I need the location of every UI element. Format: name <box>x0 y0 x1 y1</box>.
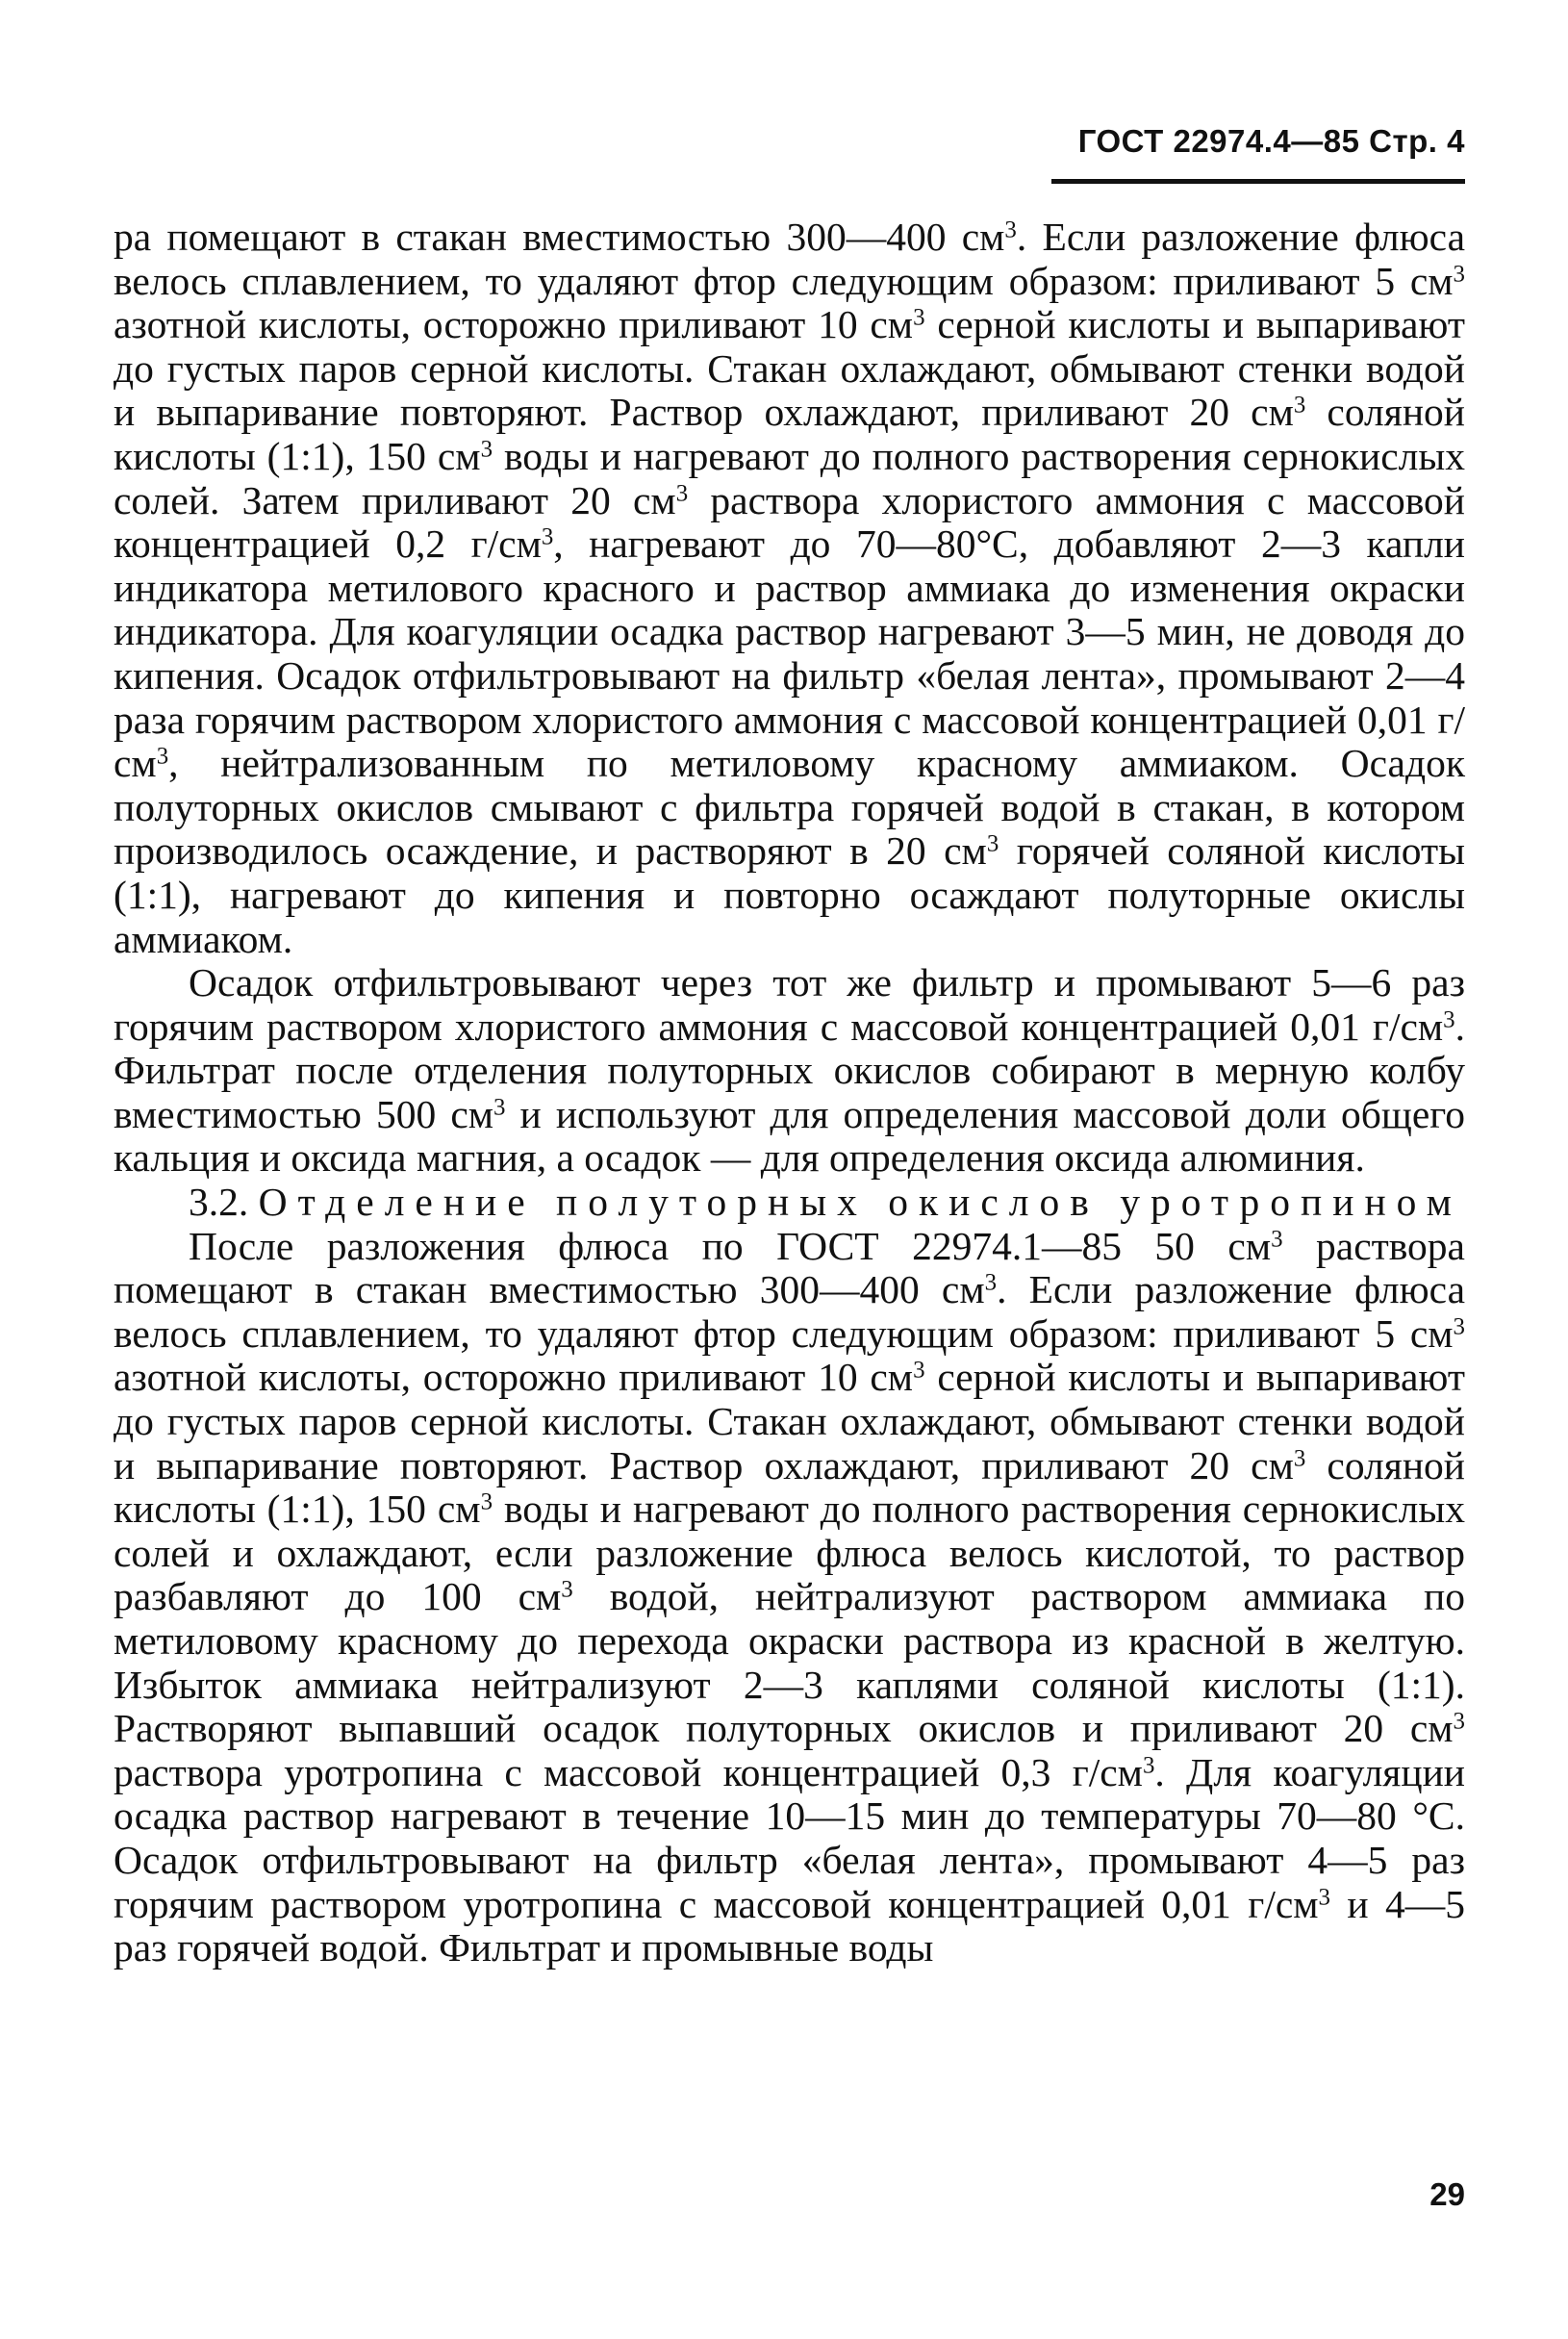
paragraph-urotropin: После разложения флюса по ГОСТ 22974.1—85 50 $см^3$ раствора помещают в стакан вместимостью 300—400 $см^3$. Если разложение флюса велось сплавлением, то удаляют фтор следующим образом: приливают 5 $см^3$ азотной кислоты, осторожно приливают 10 $см^3$ серной кислоты и выпаривают до густых паров серной кислоты. Стакан охлаждают, обмывают стенки водой и выпаривание повторяют. Раствор охлаждают, приливают 20 $см^3$ соляной кислоты (1:1), 150 $см^3$ воды и нагревают до полного растворения сернокислых солей и охлаждают, если разложение флюса велось кислотой, то раствор разбавляют до 100 $см^3$ водой, нейтрализуют раствором аммиака по метиловому красному до перехода окраски раствора из красной в желтую. Избыток аммиака нейтрализуют 2—3 каплями соляной кислоты (1:1). Растворяют выпавший осадок полуторных окислов и приливают 20 $см^3$ раствора уротропина с массовой концентрацией 0,3 $г/см^3$. Для коагуляции осадка раствор нагревают в течение 10—15 мин до температуры 70—80 °С. Осадок отфильтровывают на фильтр «белая лента», промывают 4—5 раз горячим раствором уротропина с массовой концентрацией 0,01 $г/см^3$ и 4—5 раз горячей водой. Фильтрат и промывные воды <box>114 1223 1466 1970</box>
paragraph-continuation: ра помещают в стакан вместимостью 300—400 $см^3$. Если разложение флюса велось сплавлением, то удаляют фтор следующим образом: приливают 5 $см^3$ азотной кислоты, осторожно приливают 10 $см^3$ серной кислоты и выпаривают до густых паров серной кислоты. Стакан охлаждают, обмывают стенки водой и выпаривание повторяют. Раствор охлаждают, приливают 20 $см^3$ соляной кислоты (1:1), 150 $см^3$ воды и нагревают до полного растворения сернокислых солей. Затем приливают 20 $см^3$ раствора хлористого аммония с массовой концентрацией 0,2 $г/см^3$, нагревают до 70—80°С, добавляют 2—3 капли индикатора метилового красного и раствор аммиака до изменения окраски индикатора. Для коагуляции осадка раствор нагревают 3—5 мин, не доводя до кипения. Осадок отфильтровывают на фильтр «белая лента», промывают 2—4 раза горячим раствором хлористого аммония с массовой концентрацией 0,01 $г/см^3$, нейтрализованным по метиловому красному аммиаком. Осадок полуторных окислов смывают с фильтра горячей водой в стакан, в котором производилось осаждение, и растворяют в 20 $см^3$ горячей соляной кислоты (1:1), нагревают до кипения и повторно осаждают полуторные окислы аммиаком. <box>114 215 1466 961</box>
section-number: 3.2. <box>189 1180 249 1225</box>
page-number: 29 <box>1429 2176 1465 2212</box>
standard-number: ГОСТ 22974.4—85 <box>1077 123 1360 159</box>
section-title: Отделение полуторных окислов уротропином <box>258 1180 1462 1225</box>
page-label: Стр. 4 <box>1369 123 1465 159</box>
paragraph-filtration: Осадок отфильтровывают через тот же фильтр и промывают 5—6 раз горячим раствором хлористого аммония с массовой концентрацией 0,01 $г/см^3$. Фильтрат после отделения полуторных окислов собирают в мерную колбу вместимостью 500 $см^3$ и используют для определения массовой доли общего кальция и оксида магния, а осадок — для определения оксида алюминия. <box>114 960 1465 1181</box>
section-heading <box>114 1181 1465 1225</box>
running-header <box>1015 123 1465 160</box>
header-rule <box>1051 179 1465 184</box>
body-text <box>114 216 1465 1970</box>
